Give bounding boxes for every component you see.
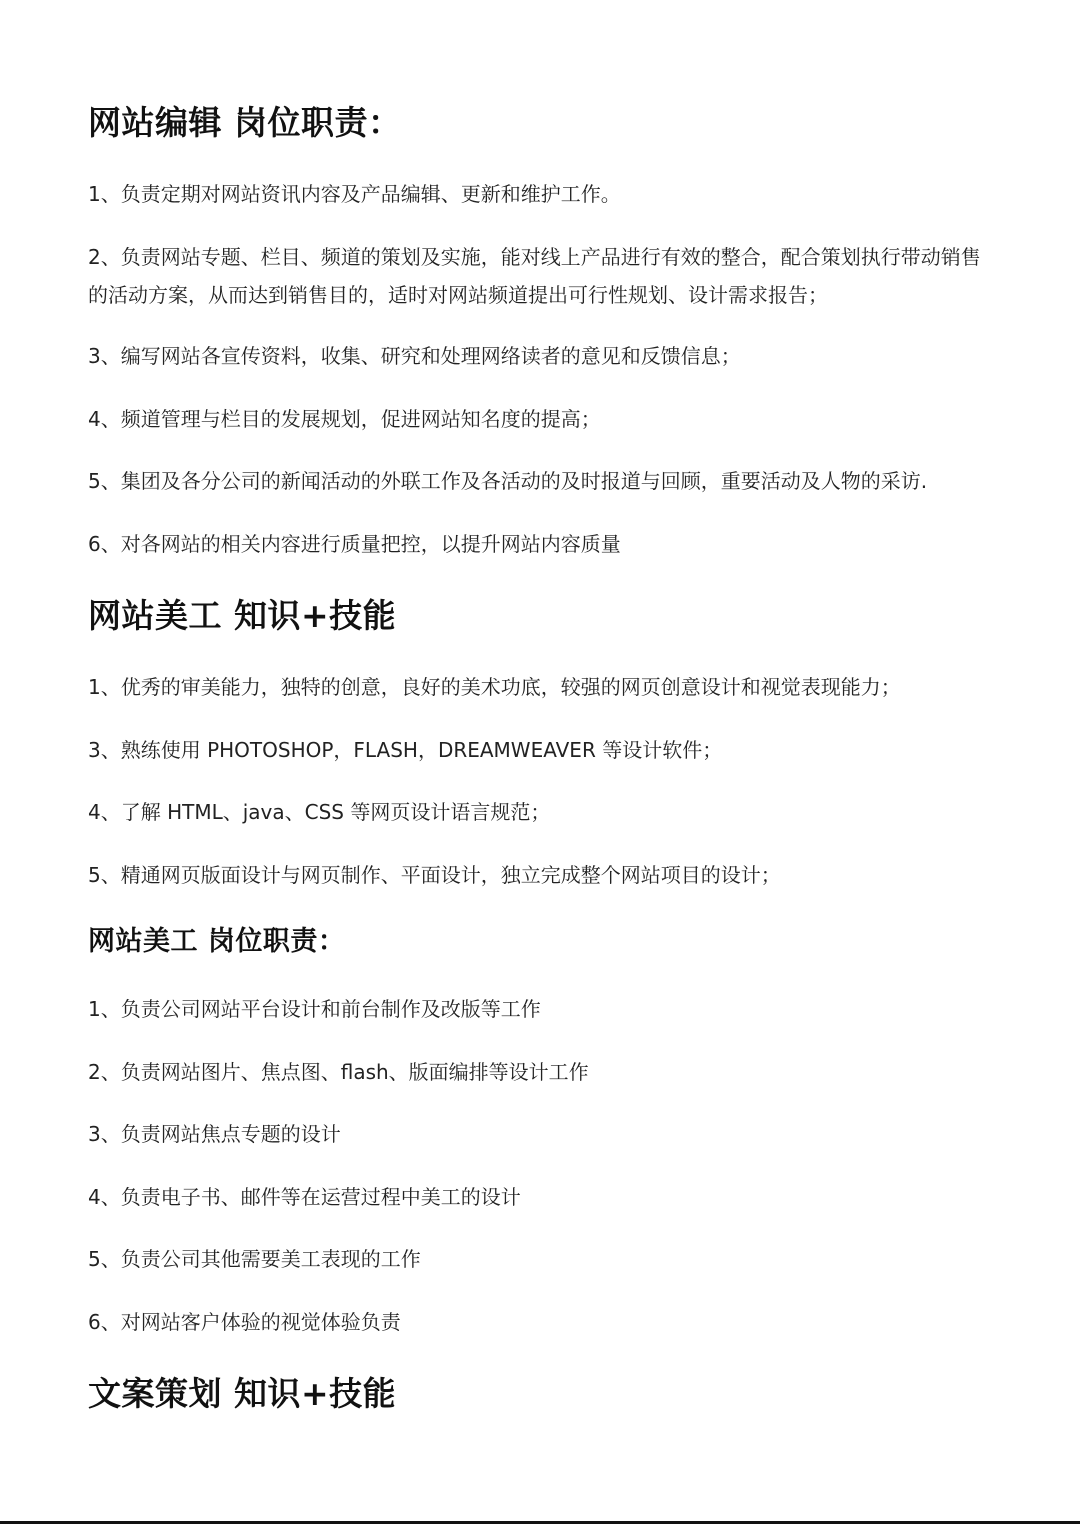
list-item: 3、熟练使用 PHOTOSHOP，FLASH，DREAMWEAVER 等设计软件； — [88, 738, 723, 762]
list-item: 1、负责定期对网站资讯内容及产品编辑、更新和维护工作。 — [88, 182, 621, 206]
section-heading-designer-duties: 网站美工 岗位职责： — [88, 926, 346, 957]
list-item: 2、负责网站专题、栏目、频道的策划及实施，能对线上产品进行有效的整合，配合策划执行带动销售的活动方案，从而达到销售目的，适时对网站频道提出可行性规划、设计需求报告； — [88, 245, 981, 307]
list-item: 2、负责网站图片、焦点图、flash、版面编排等设计工作 — [88, 1060, 589, 1084]
list-item: 3、编写网站各宣传资料，收集、研究和处理网络读者的意见和反馈信息； — [88, 344, 741, 368]
list-item: 6、对网站客户体验的视觉体验负责 — [88, 1310, 401, 1334]
list-item: 4、负责电子书、邮件等在运营过程中美工的设计 — [88, 1185, 521, 1209]
list-item: 6、对各网站的相关内容进行质量把控，以提升网站内容质量 — [88, 532, 621, 556]
list-item: 1、优秀的审美能力，独特的创意，良好的美术功底，较强的网页创意设计和视觉表现能力； — [88, 675, 901, 699]
list-item: 1、负责公司网站平台设计和前台制作及改版等工作 — [88, 997, 541, 1021]
list-item: 5、精通网页版面设计与网页制作、平面设计，独立完成整个网站项目的设计； — [88, 863, 781, 887]
section-heading-editor-duties: 网站编辑 岗位职责： — [88, 103, 402, 142]
list-item: 3、负责网站焦点专题的设计 — [88, 1122, 341, 1146]
list-item: 5、集团及各分公司的新闻活动的外联工作及各活动的及时报道与回顾，重要活动及人物的采访. — [88, 469, 928, 493]
section-heading-designer-skills: 网站美工 知识+技能 — [88, 596, 397, 635]
list-item: 4、了解 HTML、java、CSS 等网页设计语言规范； — [88, 800, 551, 824]
list-item: 5、负责公司其他需要美工表现的工作 — [88, 1247, 421, 1271]
section-heading-copywriter-skills: 文案策划 知识+技能 — [88, 1374, 397, 1413]
list-item: 4、频道管理与栏目的发展规划，促进网站知名度的提高； — [88, 407, 601, 431]
